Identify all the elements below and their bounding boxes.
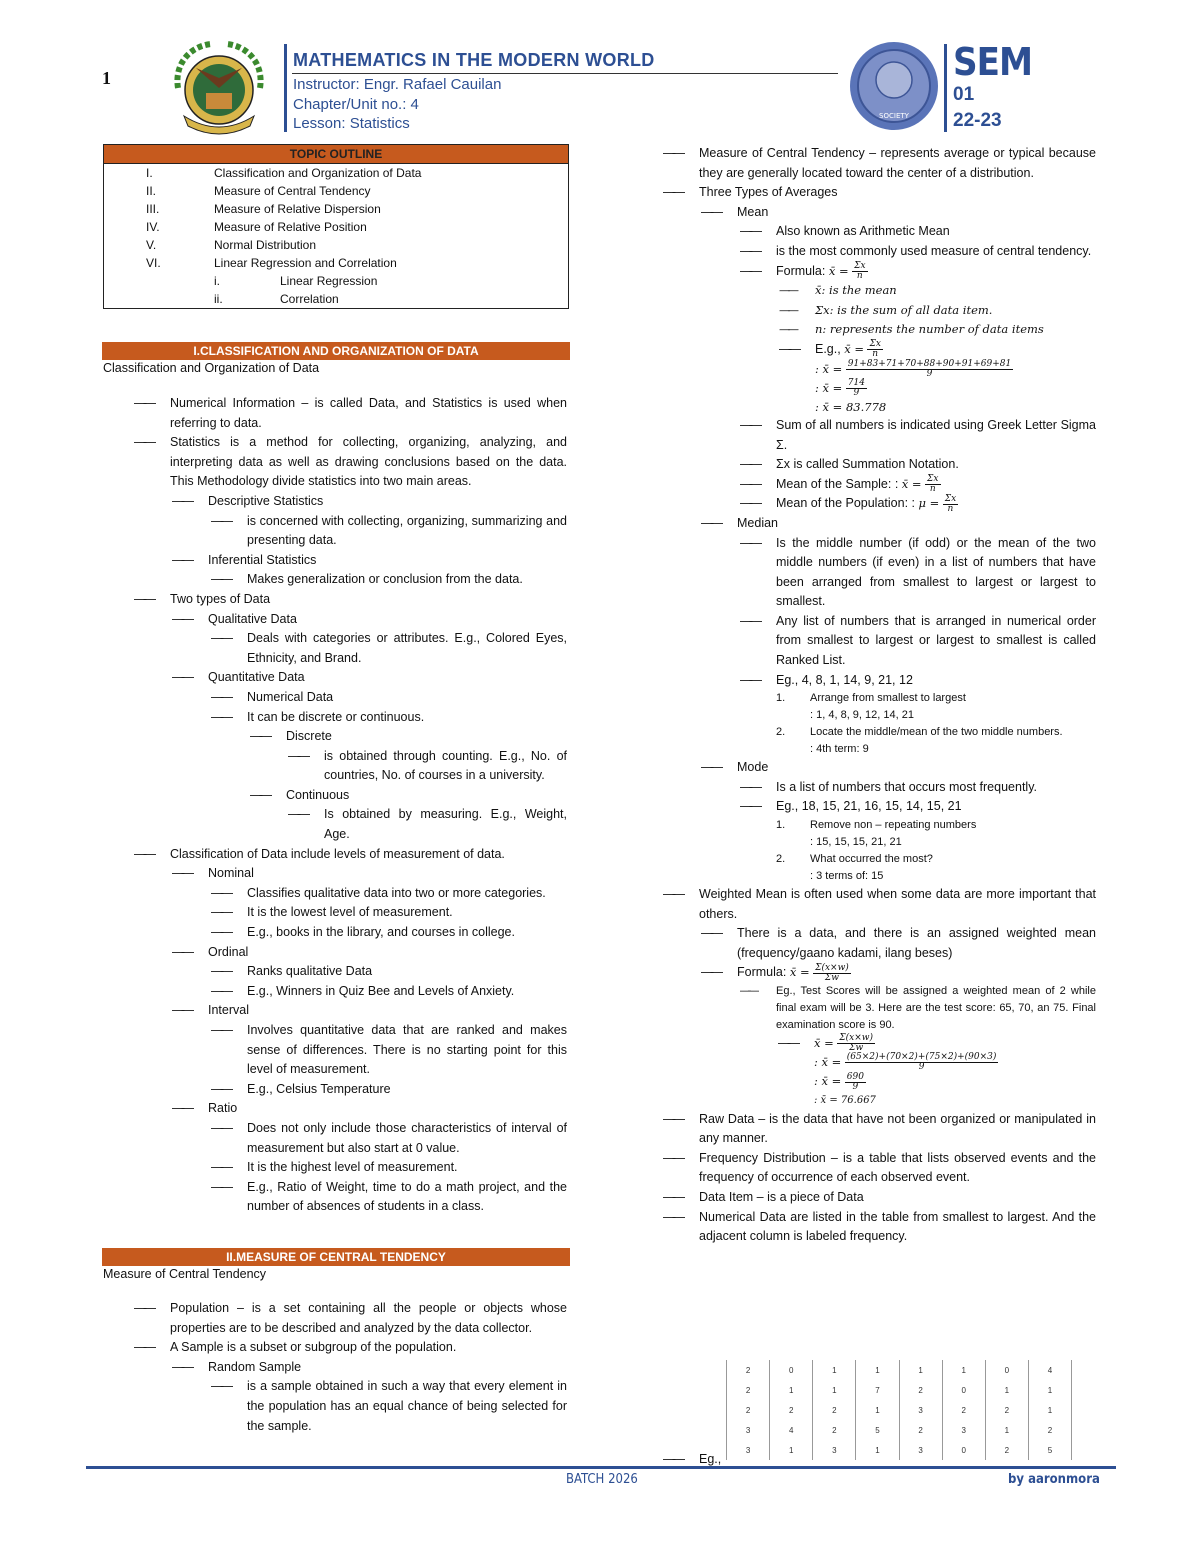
bullet: —— Median [737, 514, 1096, 534]
bullet: —— Two types of Data [170, 590, 567, 610]
bullet: —— It is the highest level of measurement. [247, 1158, 567, 1178]
list-value: : 15, 15, 15, 21, 21 [810, 836, 902, 849]
page-number: 1 [102, 68, 111, 88]
right-column [699, 144, 1096, 1247]
bullet: —— Data Item – is a piece of Data [699, 1188, 1096, 1208]
bullet: —— Ranks qualitative Data [247, 962, 567, 982]
bullet: —— There is a data, and there is an assigned weighted mean (frequency/gaano kadami, ilang beses) [737, 924, 1096, 963]
outline-item: V. Normal Distribution [146, 238, 317, 252]
outline-heading: TOPIC OUTLINE [104, 145, 568, 164]
example-result: : x̄ = 83.778 [815, 399, 887, 414]
bullet: —— Population – is a set containing all the people or objects whose properties are to be described and analyzed by the data collector. [170, 1299, 567, 1338]
bullet: —— Is obtained by measuring. E.g., Weight, Age. [324, 805, 567, 844]
list-value: : 4th term: 9 [810, 743, 869, 756]
bullet: —— Involves quantitative data that are ranked and makes sense of differences. There is no starting point for this level of measurement. [247, 1021, 567, 1080]
bullet: —— Qualitative Data [208, 610, 567, 630]
bullet: —— Numerical Information – is called Data, and Statistics is used when referring to data. [170, 394, 567, 433]
bullet: —— is a sample obtained in such a way that every element in the population has an equal chance of being selected for the sample. [247, 1377, 567, 1436]
bullet: —— Eg., 18, 15, 21, 16, 15, 14, 15, 21 [776, 797, 1096, 817]
outline-item: II. Measure of Central Tendency [146, 184, 371, 198]
table-row: 2 2 2 1 3 2 2 1 [727, 1400, 1072, 1420]
bullet: —— A Sample is a subset or subgroup of the population. [170, 1338, 567, 1358]
outline-item: IV. Measure of Relative Position [146, 220, 367, 234]
bullet: —— E.g., Ratio of Weight, time to do a math project, and the number of absences of students in a class. [247, 1178, 567, 1217]
bullet: —— Eg., [699, 1450, 1096, 1470]
table-row: 3 4 2 5 2 3 1 2 [727, 1420, 1072, 1440]
lesson: Lesson: Statistics [293, 115, 410, 132]
example-step: : x̄ = $\frac{(65\times 2)+(70\times 2)+(75\times 2)+(90\times 3)}{9}$ [814, 1052, 997, 1073]
list-value: : 3 terms of: 15 [810, 870, 884, 883]
bullet: —— x̄: is the mean [815, 281, 1096, 301]
school-logo [166, 38, 272, 138]
example-result: : x̄ = 76.667 [814, 1094, 876, 1106]
bullet: —— Descriptive Statistics [208, 492, 567, 512]
footer-author: by aaronmora [1008, 1472, 1100, 1487]
formula-fraction: $\frac{\Sigma x}{n}$ [854, 260, 866, 281]
bullet: —— E.g., books in the library, and courses in college. [247, 923, 567, 943]
bullet: —— Weighted Mean is often used when some data are more important that others. [699, 885, 1096, 924]
footer-rule [86, 1466, 1116, 1469]
chapter: Chapter/Unit no.: 4 [293, 96, 419, 113]
left-column-section1 [170, 394, 567, 1217]
bullet: —— Numerical Data are listed in the table from smallest to largest. And the adjacent column is labeled frequency. [699, 1208, 1096, 1247]
bullet: —— Classification of Data include levels of measurement of data. [170, 845, 567, 865]
bullet: —— Inferential Statistics [208, 551, 567, 571]
footer-batch: BATCH 2026 [566, 1472, 638, 1487]
topic-outline [103, 144, 569, 309]
bullet: —— Measure of Central Tendency – represents average or typical because they are generally located toward the center of a distribution. [699, 144, 1096, 183]
section-heading: II.MEASURE OF CENTRAL TENDENCY [102, 1248, 570, 1266]
bullet: —— It can be discrete or continuous. [247, 708, 567, 728]
table-row: 2 0 1 1 1 1 0 4 [727, 1360, 1072, 1380]
outline-item: VI. Linear Regression and Correlation [146, 256, 397, 270]
instructor: Instructor: Engr. Rafael Cauilan [293, 76, 502, 93]
bullet: —— Frequency Distribution – is a table that lists observed events and the frequency of occurrence of each observed event. [699, 1149, 1096, 1188]
bullet: —— Mean [737, 203, 1096, 223]
bullet: —— E.g., x̄ = $\frac{\Sigma x}{n}$ [815, 340, 1096, 360]
society-seal [848, 40, 940, 132]
bullet: —— Random Sample [208, 1358, 567, 1378]
bullet: —— x̄ = $\frac{\Sigma(x\times w)}{\Sigma w}$ [814, 1034, 1096, 1053]
bullet: —— Statistics is a method for collecting, organizing, analyzing, and interpreting data as well as drawing conclusions based on the data. This Methodology divide statistics into two main areas. [170, 433, 567, 492]
bullet: —— Also known as Arithmetic Mean [776, 222, 1096, 242]
header-divider [284, 44, 287, 132]
bullet: —— Ordinal [208, 943, 567, 963]
bullet: —— Raw Data – is the data that have not been organized or manipulated in any manner. [699, 1110, 1096, 1149]
course-title: MATHEMATICS IN THE MODERN WORLD [293, 50, 655, 70]
bullet: —— Numerical Data [247, 688, 567, 708]
example-step: : x̄ = $\frac{91+83+71+70+88+90+91+69+81}{9}$ [815, 358, 1012, 379]
list-item: 1. Arrange from smallest to largest [776, 692, 966, 705]
sem-number: 01 [953, 84, 975, 105]
bullet: —— Is the middle number (if odd) or the mean of the two middle numbers (if even) in a list of numbers that have been arranged from smallest to largest or largest to smallest. [776, 534, 1096, 612]
bullet: —— is the most commonly used measure of central tendency. [776, 242, 1096, 262]
bullet: —— Continuous [286, 786, 567, 806]
example-step: : x̄ = $\frac{690}{9}$ [814, 1071, 864, 1092]
seal-text: SOCIETY [879, 112, 909, 120]
bullet: —— Is a list of numbers that occurs most frequently. [776, 778, 1096, 798]
bullet: —— Formula: x̄ = $\frac{\Sigma(x\times w)}{\Sigma w}$ [737, 963, 1096, 983]
bullet: —— Sum of all numbers is indicated using Greek Letter Sigma Σ. [776, 416, 1096, 455]
bullet: —— Formula: x̄ = $\frac{\Sigma x}{n}$ [776, 262, 1096, 282]
outline-subitem: ii. Correlation [214, 292, 339, 306]
list-item: 1. Remove non – repeating numbers [776, 819, 977, 832]
list-value: : 1, 4, 8, 9, 12, 14, 21 [810, 709, 914, 722]
list-item: 2. What occurred the most? [776, 853, 933, 866]
section-subtitle: Measure of Central Tendency [103, 1267, 267, 1281]
bullet: —— Classifies qualitative data into two or more categories. [247, 884, 567, 904]
bullet: —— E.g., Winners in Quiz Bee and Levels of Anxiety. [247, 982, 567, 1002]
bullet: —— Ratio [208, 1099, 567, 1119]
list-item: 2. Locate the middle/mean of the two middle numbers. [776, 726, 1063, 739]
bullet: —— is concerned with collecting, organizing, summarizing and presenting data. [247, 512, 567, 551]
bullet: —— is obtained through counting. E.g., No. of countries, No. of courses in a university. [324, 747, 567, 786]
sem-label: SEM [953, 40, 1033, 84]
bullet: —— Σx: is the sum of all data item. [815, 301, 1096, 321]
section-heading: I.CLASSIFICATION AND ORGANIZATION OF DATA [102, 342, 570, 360]
bullet: —— Makes generalization or conclusion from the data. [247, 570, 567, 590]
table-row: 3 1 3 1 3 0 2 5 [727, 1440, 1072, 1460]
outline-item: I. Classification and Organization of Data [146, 166, 422, 180]
left-column-section2 [170, 1299, 567, 1436]
bullet: —— Mean of the Population: : μ = $\frac{\Sigma x}{n}$ [776, 494, 1096, 514]
table-row: 2 1 1 7 2 0 1 1 [727, 1380, 1072, 1400]
bullet: —— Mode [737, 758, 1096, 778]
bullet: —— Interval [208, 1001, 567, 1021]
example-step: : x̄ = $\frac{714}{9}$ [815, 377, 865, 398]
header-divider-right [944, 44, 947, 132]
bullet: —— Any list of numbers that is arranged in numerical order from smallest to largest or largest to smallest is called Ranked List. [776, 612, 1096, 671]
bullet: —— E.g., Celsius Temperature [247, 1080, 567, 1100]
title-underline [292, 73, 838, 74]
sem-year: 22-23 [953, 110, 1002, 131]
bullet: —— Does not only include those characteristics of interval of measurement but also start at 0 value. [247, 1119, 567, 1158]
bullet: —— Nominal [208, 864, 567, 884]
section-subtitle: Classification and Organization of Data [103, 361, 320, 375]
bullet: —— Eg., Test Scores will be assigned a weighted mean of 2 while final exam will be 3. Here are the test score: 65, 70, an 75. Final examination score is 90. [776, 983, 1096, 1034]
outline-item: III. Measure of Relative Dispersion [146, 202, 381, 216]
bullet: —— Quantitative Data [208, 668, 567, 688]
bullet: —— Three Types of Averages [699, 183, 1096, 203]
bullet: —— Σx is called Summation Notation. [776, 455, 1096, 475]
bullet: —— Discrete [286, 727, 567, 747]
bullet: —— Mean of the Sample: : x̄ = $\frac{\Sigma x}{n}$ [776, 475, 1096, 495]
outline-subitem: i. Linear Regression [214, 274, 378, 288]
bullet: —— Eg., 4, 8, 1, 14, 9, 21, 12 [776, 671, 1096, 691]
bullet: —— It is the lowest level of measurement. [247, 903, 567, 923]
frequency-table [726, 1360, 1072, 1460]
bullet: —— Deals with categories or attributes. E.g., Colored Eyes, Ethnicity, and Brand. [247, 629, 567, 668]
bullet: —— n: represents the number of data items [815, 320, 1096, 340]
